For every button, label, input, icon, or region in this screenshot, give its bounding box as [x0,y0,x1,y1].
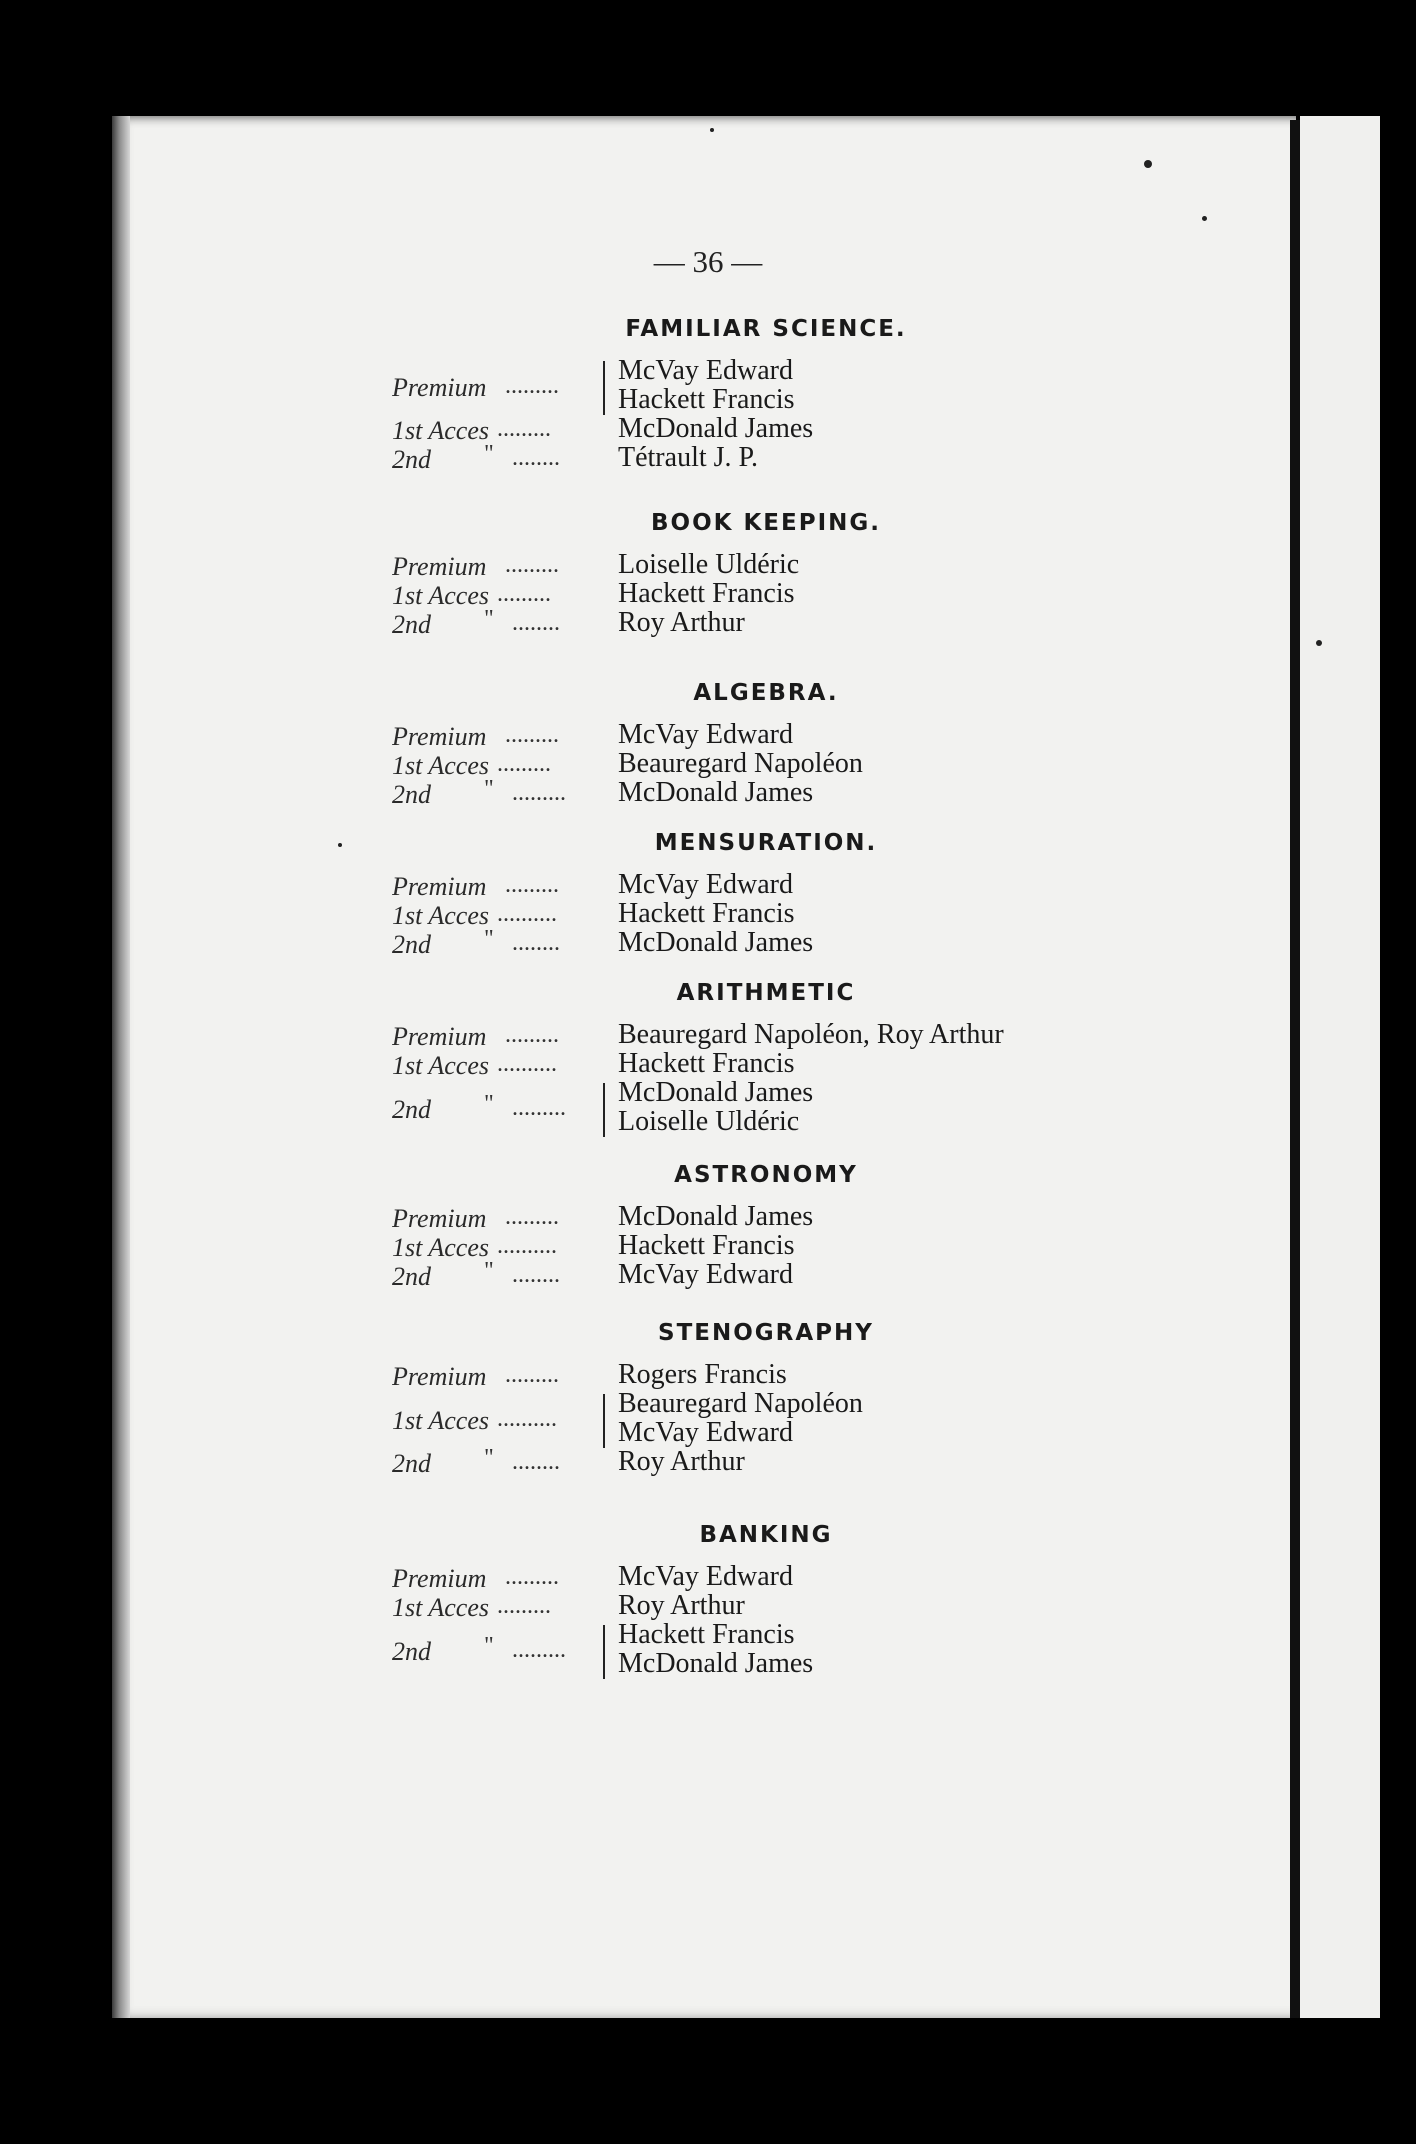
student-name: Roy Arthur [618,607,745,638]
award-row [0,1561,1416,1593]
student-name: Roy Arthur [618,1446,745,1477]
award-row [0,1445,1416,1478]
award-row [0,748,1416,780]
student-name: Tétrault J. P. [618,442,758,473]
award-rank-label: 1st Acces [392,1051,489,1080]
student-name: McVay Edward [618,1561,793,1592]
award-rank-label: Premium [392,872,487,901]
student-name: Hackett Francis [618,1230,795,1261]
award-row [0,413,1416,445]
award-row [0,1590,1416,1622]
award-rank-label: 1st Acces [392,416,489,445]
award-row [0,869,1416,901]
award-rank-label: 2nd [392,780,431,809]
section-title: ARITHMETIC [676,980,856,1006]
student-name: Rogers Francis [618,1359,787,1390]
student-name: Hackett Francis [618,578,795,609]
award-rank-label: 2nd [392,1636,431,1666]
leader-dots: ......... [497,1593,551,1619]
award-rank-label: 2nd [392,930,431,959]
ditto-mark: " [484,1090,494,1117]
scan-speck [1144,160,1152,168]
ditto-mark: " [484,1258,494,1284]
section-title: ALGEBRA. [693,680,839,706]
award-rank-label: Premium [392,372,487,402]
leader-dots: ......... [505,1564,559,1590]
student-name: Loiselle Uldéric [618,549,800,580]
leader-dots: ........ [512,1449,560,1475]
student-name: Hackett Francis [618,1619,795,1650]
leader-dots: ........ [512,610,560,636]
student-name: Beauregard Napoléon, Roy Arthur [618,1019,1004,1050]
scan-speck [1316,640,1322,646]
leader-dots: ......... [497,751,551,777]
leader-dots: ......... [505,372,559,399]
award-row [0,1619,1416,1680]
student-name: Hackett Francis [618,1048,795,1079]
ditto-mark: " [484,606,494,632]
section-title: MENSURATION. [654,830,878,856]
leader-dots: ......... [512,1636,566,1663]
student-name: McVay Edward [618,869,793,900]
award-row [0,898,1416,930]
ditto-mark: " [484,1445,494,1471]
leader-dots: ........ [512,1262,560,1288]
ditto-mark: " [484,1632,494,1659]
section-title: BANKING [699,1522,833,1548]
leader-dots: .......... [497,1051,557,1077]
leader-dots: ........ [512,930,560,956]
award-row [0,776,1416,809]
leader-dots: ......... [505,1204,559,1230]
leader-dots: ......... [505,872,559,898]
leader-dots: .......... [497,901,557,927]
student-name: McDonald James [618,413,814,444]
ditto-mark: " [484,926,494,952]
student-name: McDonald James [618,1201,814,1232]
student-name: McDonald James [618,1077,814,1108]
grouping-bracket [603,1083,605,1137]
award-rank-label: 2nd [392,610,431,639]
award-rank-label: 1st Acces [392,751,489,780]
grouping-bracket [603,1394,605,1448]
grouping-bracket [603,361,605,415]
student-name: Beauregard Napoléon [618,1388,863,1419]
award-rank-label: 1st Acces [392,1233,489,1262]
leader-dots: .......... [497,1405,557,1432]
leader-dots: .......... [497,1233,557,1259]
leader-dots: ........ [512,445,560,471]
award-rank-label: 1st Acces [392,1593,489,1622]
award-row [0,926,1416,959]
student-name: Loiselle Uldéric [618,1106,800,1137]
award-rank-label: Premium [392,722,487,751]
grouping-bracket [603,1625,605,1679]
award-row [0,1077,1416,1138]
award-row [0,719,1416,751]
section-title: ASTRONOMY [674,1162,858,1188]
award-rank-label: 2nd [392,1449,431,1478]
award-row [0,1019,1416,1051]
student-name: McVay Edward [618,719,793,750]
leader-dots: ......... [512,780,566,806]
award-rank-label: Premium [392,1022,487,1051]
section-title: BOOK KEEPING. [651,510,881,536]
student-name: Roy Arthur [618,1590,745,1621]
student-name: McDonald James [618,927,814,958]
leader-dots: ......... [505,722,559,748]
award-row [0,1388,1416,1449]
award-row [0,606,1416,639]
page-number: — 36 — [653,244,763,279]
award-rank-label: 1st Acces [392,1405,489,1435]
award-row [0,549,1416,581]
ditto-mark: " [484,441,494,467]
scan-speck [1202,216,1207,221]
student-name: McDonald James [618,777,814,808]
award-rank-label: Premium [392,1204,487,1233]
award-row [0,355,1416,416]
leader-dots: ......... [505,1362,559,1388]
award-rank-label: Premium [392,1564,487,1593]
student-name: McVay Edward [618,355,793,386]
student-name: Beauregard Napoléon [618,748,863,779]
award-rank-label: Premium [392,1362,487,1391]
section-title: STENOGRAPHY [658,1320,874,1346]
student-name: McDonald James [618,1648,814,1679]
ditto-mark: " [484,776,494,802]
award-rank-label: Premium [392,552,487,581]
leader-dots: ......... [505,552,559,578]
scan-speck [338,843,342,847]
award-row [0,1258,1416,1291]
student-name: Hackett Francis [618,898,795,929]
award-row [0,1359,1416,1391]
student-name: McVay Edward [618,1259,793,1290]
award-rank-label: 1st Acces [392,901,489,930]
leader-dots: ......... [505,1022,559,1048]
student-name: Hackett Francis [618,384,795,415]
award-row [0,578,1416,610]
scan-speck [710,128,714,132]
award-rank-label: 2nd [392,1262,431,1291]
award-rank-label: 2nd [392,1094,431,1124]
leader-dots: ......... [497,581,551,607]
student-name: McVay Edward [618,1417,793,1448]
award-rank-label: 2nd [392,445,431,474]
award-rank-label: 1st Acces [392,581,489,610]
award-row [0,441,1416,474]
leader-dots: ......... [512,1094,566,1121]
leader-dots: ......... [497,416,551,442]
award-row [0,1201,1416,1233]
award-row [0,1048,1416,1080]
section-title: FAMILIAR SCIENCE. [625,316,907,342]
award-row [0,1230,1416,1262]
